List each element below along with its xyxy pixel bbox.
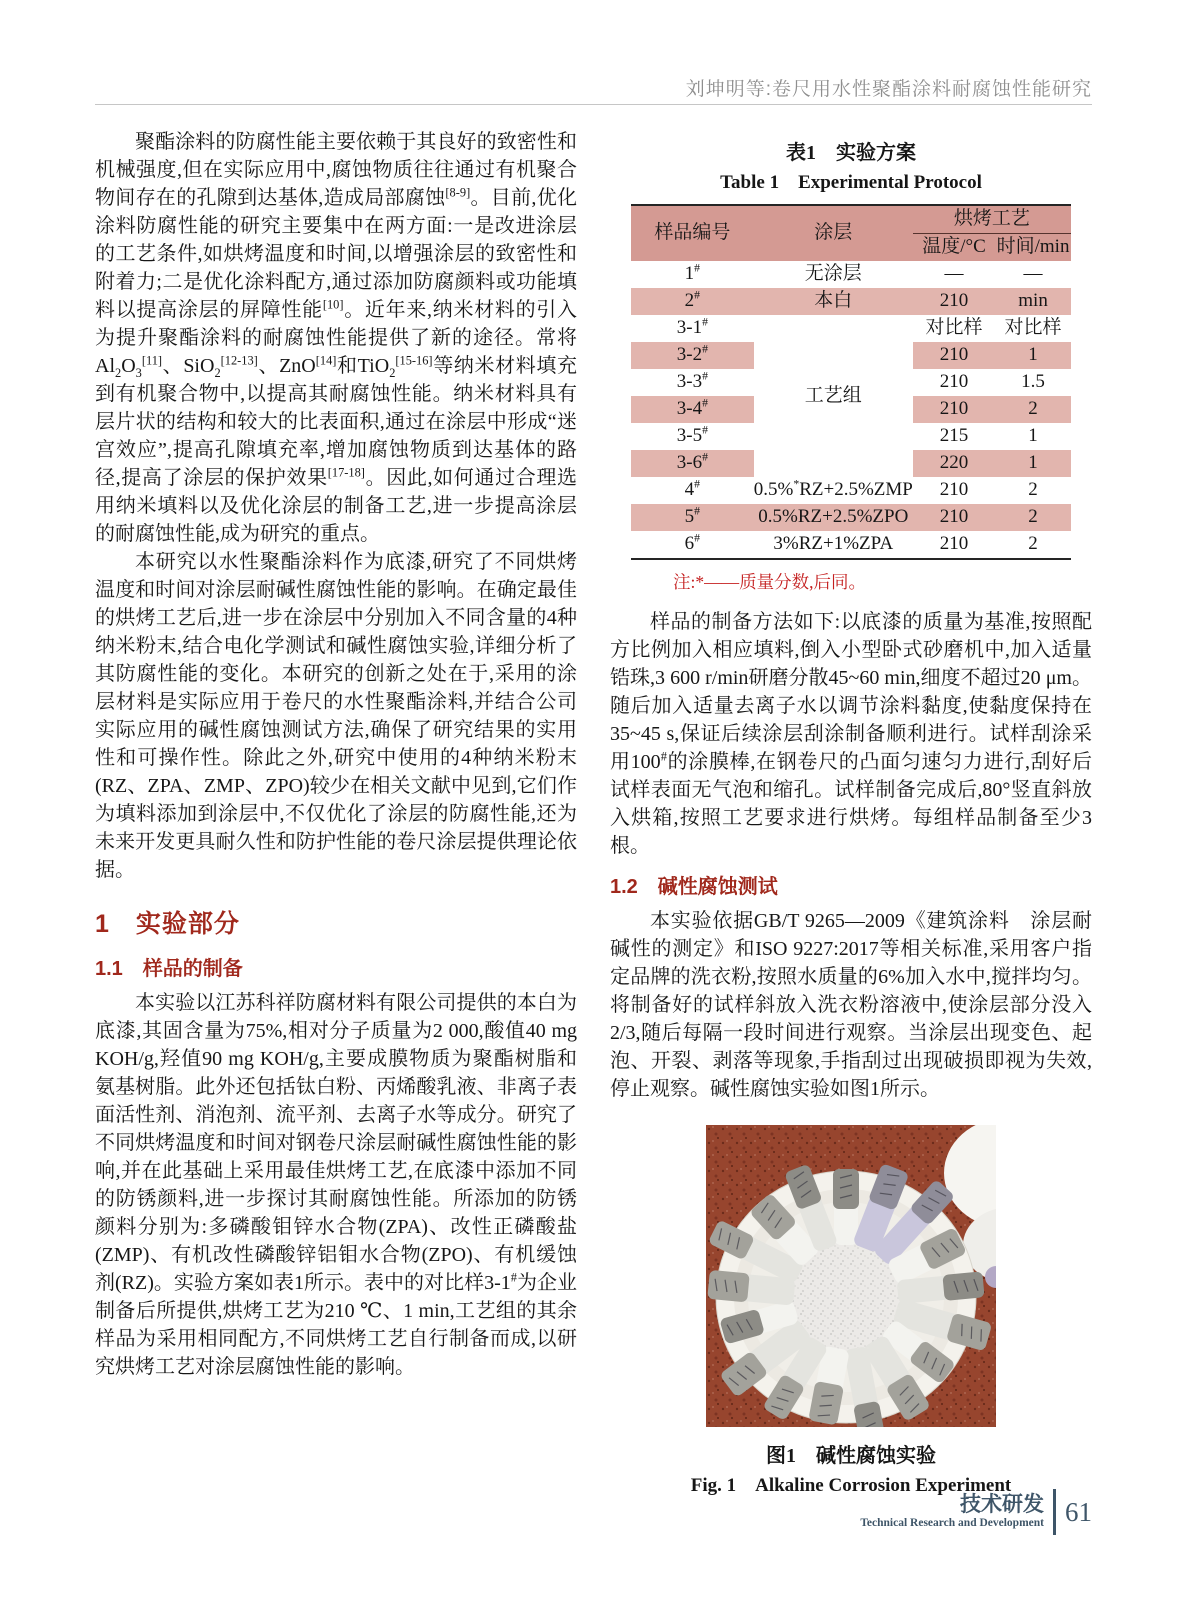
table-cell: 3-5# [676, 423, 708, 447]
table1 [631, 204, 1071, 560]
page-footer [860, 1489, 1092, 1535]
table-cell: 2 [1028, 533, 1038, 555]
table1-note: 注:*——质量分数,后同。 [673, 572, 866, 592]
table1-title-zh: 表1 实验方案 [786, 142, 916, 164]
col-header-time: 时间/min [995, 234, 1071, 262]
col-header-temp: 温度/°C [913, 234, 995, 262]
table-cell: 1 [1028, 425, 1038, 447]
table-cell: 2 [1028, 479, 1038, 501]
table1-header [631, 205, 1071, 261]
col-header-coating: 涂层 [754, 205, 913, 261]
column-left [95, 128, 577, 1381]
paragraph-intro-1: 聚酯涂料的防腐性能主要依赖于其良好的致密性和机械强度,但在实际应用中,腐蚀物质往往通过有机聚合物间存在的孔隙到达基体,造成局部腐蚀[8-9]。目前,优化涂料防腐性能的研究主要集中在两方面:一是改进涂层的工艺条件,如烘烤温度和时间,以增强涂层的致密性和附着力;二是优化涂料配方,通过添加防腐颜料或功能填料以提高涂层的屏障性能[10]。近年来,纳米材料的引入为提升聚酯涂料的耐腐蚀性能提供了新的途径。常将$Al_2O_3[11]$、SiO$_2$[12-13]、ZnO[14]和TiO$_2$[15-16]等纳米材料填充到有机聚合物中,以提高其耐腐蚀性能。纳米材料具有层片状的结构和较大的比表面积,通过在涂层中形成“迷宫效应”,提高孔隙填充率,增加腐蚀物质到达基体的路径,提高了涂层的保护效果[17-18]。因此,如何通过合理选用纳米填料以及优化涂层的制备工艺,进一步提高涂层的耐腐蚀性能,成为研究的重点。 [95, 131, 578, 545]
figure1-photo [706, 1125, 996, 1427]
table-cell: 210 [939, 371, 969, 393]
table-cell: 3%RZ+1%ZPA [773, 533, 894, 555]
table-cell: 无涂层 [804, 263, 862, 285]
figure1-caption-zh: 图1 碱性腐蚀实验 [766, 1445, 936, 1467]
table-cell: 5# [631, 504, 754, 531]
table-cell: 220 [913, 450, 995, 477]
table-cell: 3-3# [676, 369, 708, 393]
table-cell: 3-2# [631, 342, 754, 369]
figure1-caption-en: Fig. 1 Alkaline Corrosion Experiment [690, 1475, 1012, 1496]
table-cell: 工艺组 [804, 384, 862, 406]
footer-section-labels [860, 1493, 1044, 1531]
table-cell: — [944, 263, 964, 285]
footer-section-zh: 技术研发 [960, 1493, 1044, 1516]
table-row [631, 288, 1071, 315]
table-cell: 210 [913, 396, 995, 423]
table-cell: 0.5%*RZ+2.5%ZMP [753, 477, 913, 501]
footer-divider-bar [1053, 1489, 1056, 1535]
table-cell: 1 [995, 342, 1071, 369]
page-number: 61 [1065, 1496, 1092, 1527]
table-cell: — [1023, 263, 1043, 285]
paragraph-prep-method: 样品的制备方法如下:以底漆的质量为基准,按照配方比例加入相应填料,倒入小型卧式砂磨机中,加入适量锆珠,3 600 r/min研磨分散45~60 min,细度不超过20 μm。随后加入适量去离子水以调节涂料黏度,使黏度保持在35~45 s,保证后续涂层刮涂制备顺利进行。试样刮涂采用100#的涂膜棒,在钢卷尺的凸面匀速匀力进行,刮好后试样表面无气泡和缩孔。试样制备完成后,80°竖直斜放入烘箱,按照工艺要求进行烘烤。每组样品制备至少3根。 [610, 611, 1093, 857]
table-row [631, 531, 1071, 559]
table-cell: 215 [939, 425, 969, 447]
paragraph-alkaline-test: 本实验依据GB/T 9265—2009《建筑涂料 涂层耐碱性的测定》和ISO 9227:2017等相关标准,采用客户指定品牌的洗衣粉,按照水质量的6%加入水中,搅拌均匀。将制备好的试样斜放入洗衣粉溶液中,使涂层部分没入2/3,随后每隔一段时间进行观察。当涂层出现变色、起泡、开裂、剥落等现象,手指刮过出现破损即视为失效,停止观察。碱性腐蚀实验如图1所示。 [610, 910, 1092, 1100]
col-header-sample: 样品编号 [631, 205, 754, 261]
table-cell: 210 [913, 342, 995, 369]
table-cell: 1# [684, 261, 701, 285]
table-cell: 2 [995, 396, 1071, 423]
table1-body [631, 261, 1071, 559]
table-row [631, 261, 1071, 288]
table1-block [631, 136, 1071, 594]
table-cell: 0.5%RZ+2.5%ZPO [754, 504, 913, 531]
running-head: 刘坤明等:卷尺用水性聚酯涂料耐腐蚀性能研究 [685, 79, 1092, 100]
table-cell: 210 [913, 504, 995, 531]
table-cell: 对比样 [1004, 317, 1062, 339]
table-cell: 1 [995, 450, 1071, 477]
table-row [631, 504, 1071, 531]
section-1-1-heading: 1.1 样品的制备 [95, 958, 243, 980]
figure1-block [610, 1125, 1092, 1497]
paragraph-intro-2: 本研究以水性聚酯涂料作为底漆,研究了不同烘烤温度和时间对涂层耐碱性腐蚀性能的影响。在确定最佳的烘烤工艺后,进一步在涂层中分别加入不同含量的4种纳米粉末,结合电化学测试和碱性腐蚀实验,详细分析了其防腐性能的变化。本研究的创新之处在于,采用的涂层材料是实际应用于卷尺的水性聚酯涂料,并结合公司实际应用的碱性腐蚀测试方法,确保了研究结果的实用性和可操作性。除此之外,研究中使用的4种纳米粉末(RZ、ZPA、ZMP、ZPO)较少在相关文献中见到,它们作为填料添加到涂层中,不仅优化了涂层的防腐性能,还为未来开发更具耐久性和防护性能的卷尺涂层提供理论依据。 [95, 551, 577, 881]
table-row [631, 477, 1071, 504]
table-cell: 4# [684, 477, 701, 501]
header-rule [95, 104, 1092, 105]
table-cell: 3-1# [676, 315, 708, 339]
table-cell: 对比样 [925, 317, 983, 339]
table-cell: 2# [631, 288, 754, 315]
footer-section-en: Technical Research and Development [860, 1517, 1044, 1529]
table1-title-en: Table 1 Experimental Protocol [720, 172, 982, 193]
table-row [631, 315, 1071, 342]
section-1-2-heading: 1.2 碱性腐蚀测试 [610, 876, 778, 898]
table-cell: 3-4# [631, 396, 754, 423]
table-cell: 6# [684, 531, 701, 555]
table-cell: 210 [913, 288, 995, 315]
table-cell: min [995, 288, 1071, 315]
table-cell: 210 [939, 533, 969, 555]
table-cell: 本白 [754, 288, 913, 315]
section-1-heading: 1 实验部分 [95, 910, 240, 938]
table-cell: 210 [939, 479, 969, 501]
table-cell: 2 [995, 504, 1071, 531]
column-right [610, 128, 1092, 1497]
table-cell: 3-6# [631, 450, 754, 477]
paragraph-sample-prep: 本实验以江苏科祥防腐材料有限公司提供的本白为底漆,其固含量为75%,相对分子质量为2 000,酸值40 mg KOH/g,羟值90 mg KOH/g,主要成膜物质为聚酯树脂和氨基树脂。此外还包括钛白粉、丙烯酸乳液、非离子表面活性剂、消泡剂、流平剂、去离子水等成分。研究了不同烘烤温度和时间对钢卷尺涂层耐碱性腐蚀性能的影响,并在此基础上采用最佳烘烤工艺,在底漆中添加不同的防锈颜料,进一步探讨其耐腐蚀性能。所添加的防锈颜料分别为:多磷酸钼锌水合物(ZPA)、改性正磷酸盐(ZMP)、有机改性磷酸锌铝钼水合物(ZPO)、有机缓蚀剂(RZ)。实验方案如表1所示。表中的对比样3-1#为企业制备后所提供,烘烤工艺为210 ℃、1 min,工艺组的其余样品为采用相同配方,不同烘烤工艺自行制备而成,以研究烘烤工艺对涂层腐蚀性能的影响。 [95, 992, 578, 1378]
col-header-baking: 烘烤工艺 [913, 205, 1071, 234]
table-cell: 1.5 [1021, 371, 1045, 393]
